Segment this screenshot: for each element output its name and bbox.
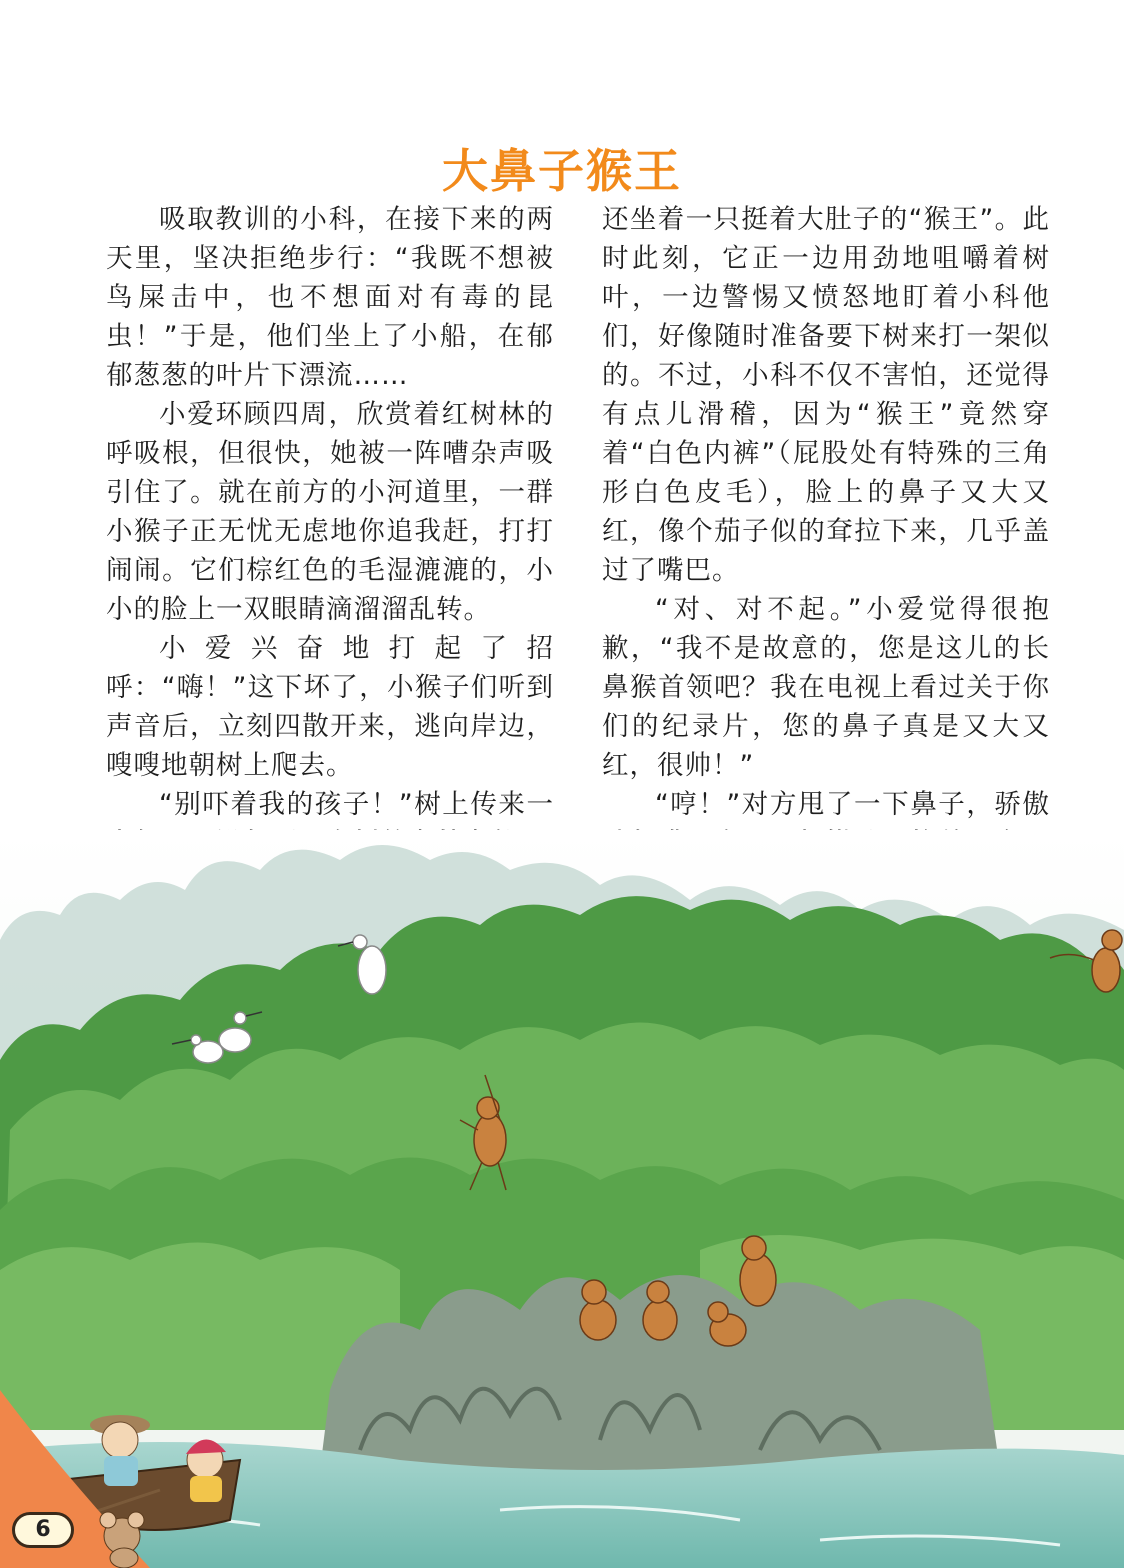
paragraph: “哼！”对方甩了一下鼻子，骄傲 — [655, 789, 1050, 820]
paragraph: 小爱兴奋地打起了招呼：“嗨！”这下坏了，小猴子们听到声音后，立刻四散开来，逃向岸边，嗖嗖地朝树上爬去。 — [106, 633, 554, 781]
paragraph: “别吓着我的孩子！”树上传来一 — [159, 789, 554, 820]
page-number: 6 — [12, 1512, 74, 1548]
paragraph: “对、对不起。”小爱觉得很抱歉，“我不是故意的，您是这儿的长鼻猴首领吧？我在电视上看过关于你们的纪录片，您的鼻子真是又大又红，很帅！” — [602, 594, 1050, 781]
paragraph: 小爱环顾四周，欣赏着红树林的呼吸根，但很快，她被一阵嘈杂声吸引住了。就在前方的小河道里，一群小猴子正无忧无虑地你追我赶，打打闹闹。它们棕红色的毛湿漉漉的，小小的脸上一双眼睛滴溜溜乱转。 — [106, 399, 554, 625]
left-text-column — [106, 200, 554, 863]
paragraph: 还坐着一只挺着大肚子的“猴王”。此时此刻，它正一边用劲地咀嚼着树叶，一边警惕又愤怒地盯着小科他们，好像随时准备要下树来打一架似的。不过，小科不仅不害怕，还觉得有点儿滑稽，因为“猴王”竟然穿着“白色内裤”（屁股处有特殊的三角形白色皮毛），脸上的鼻子又大又红，像个茄子似的耷拉下来，几乎盖过了嘴巴。 — [602, 204, 1050, 586]
girl-character — [186, 1439, 226, 1502]
mangrove-illustration — [0, 830, 1124, 1568]
right-text-column — [602, 200, 1050, 902]
paragraph: 吸取教训的小科，在接下来的两天里，坚决拒绝步行：“我既不想被鸟屎击中，也不想面对有毒的昆虫！”于是，他们坐上了小船，在郁郁葱葱的叶片下漂流…… — [106, 204, 554, 391]
page-title: 大鼻子猴王 — [442, 144, 682, 198]
